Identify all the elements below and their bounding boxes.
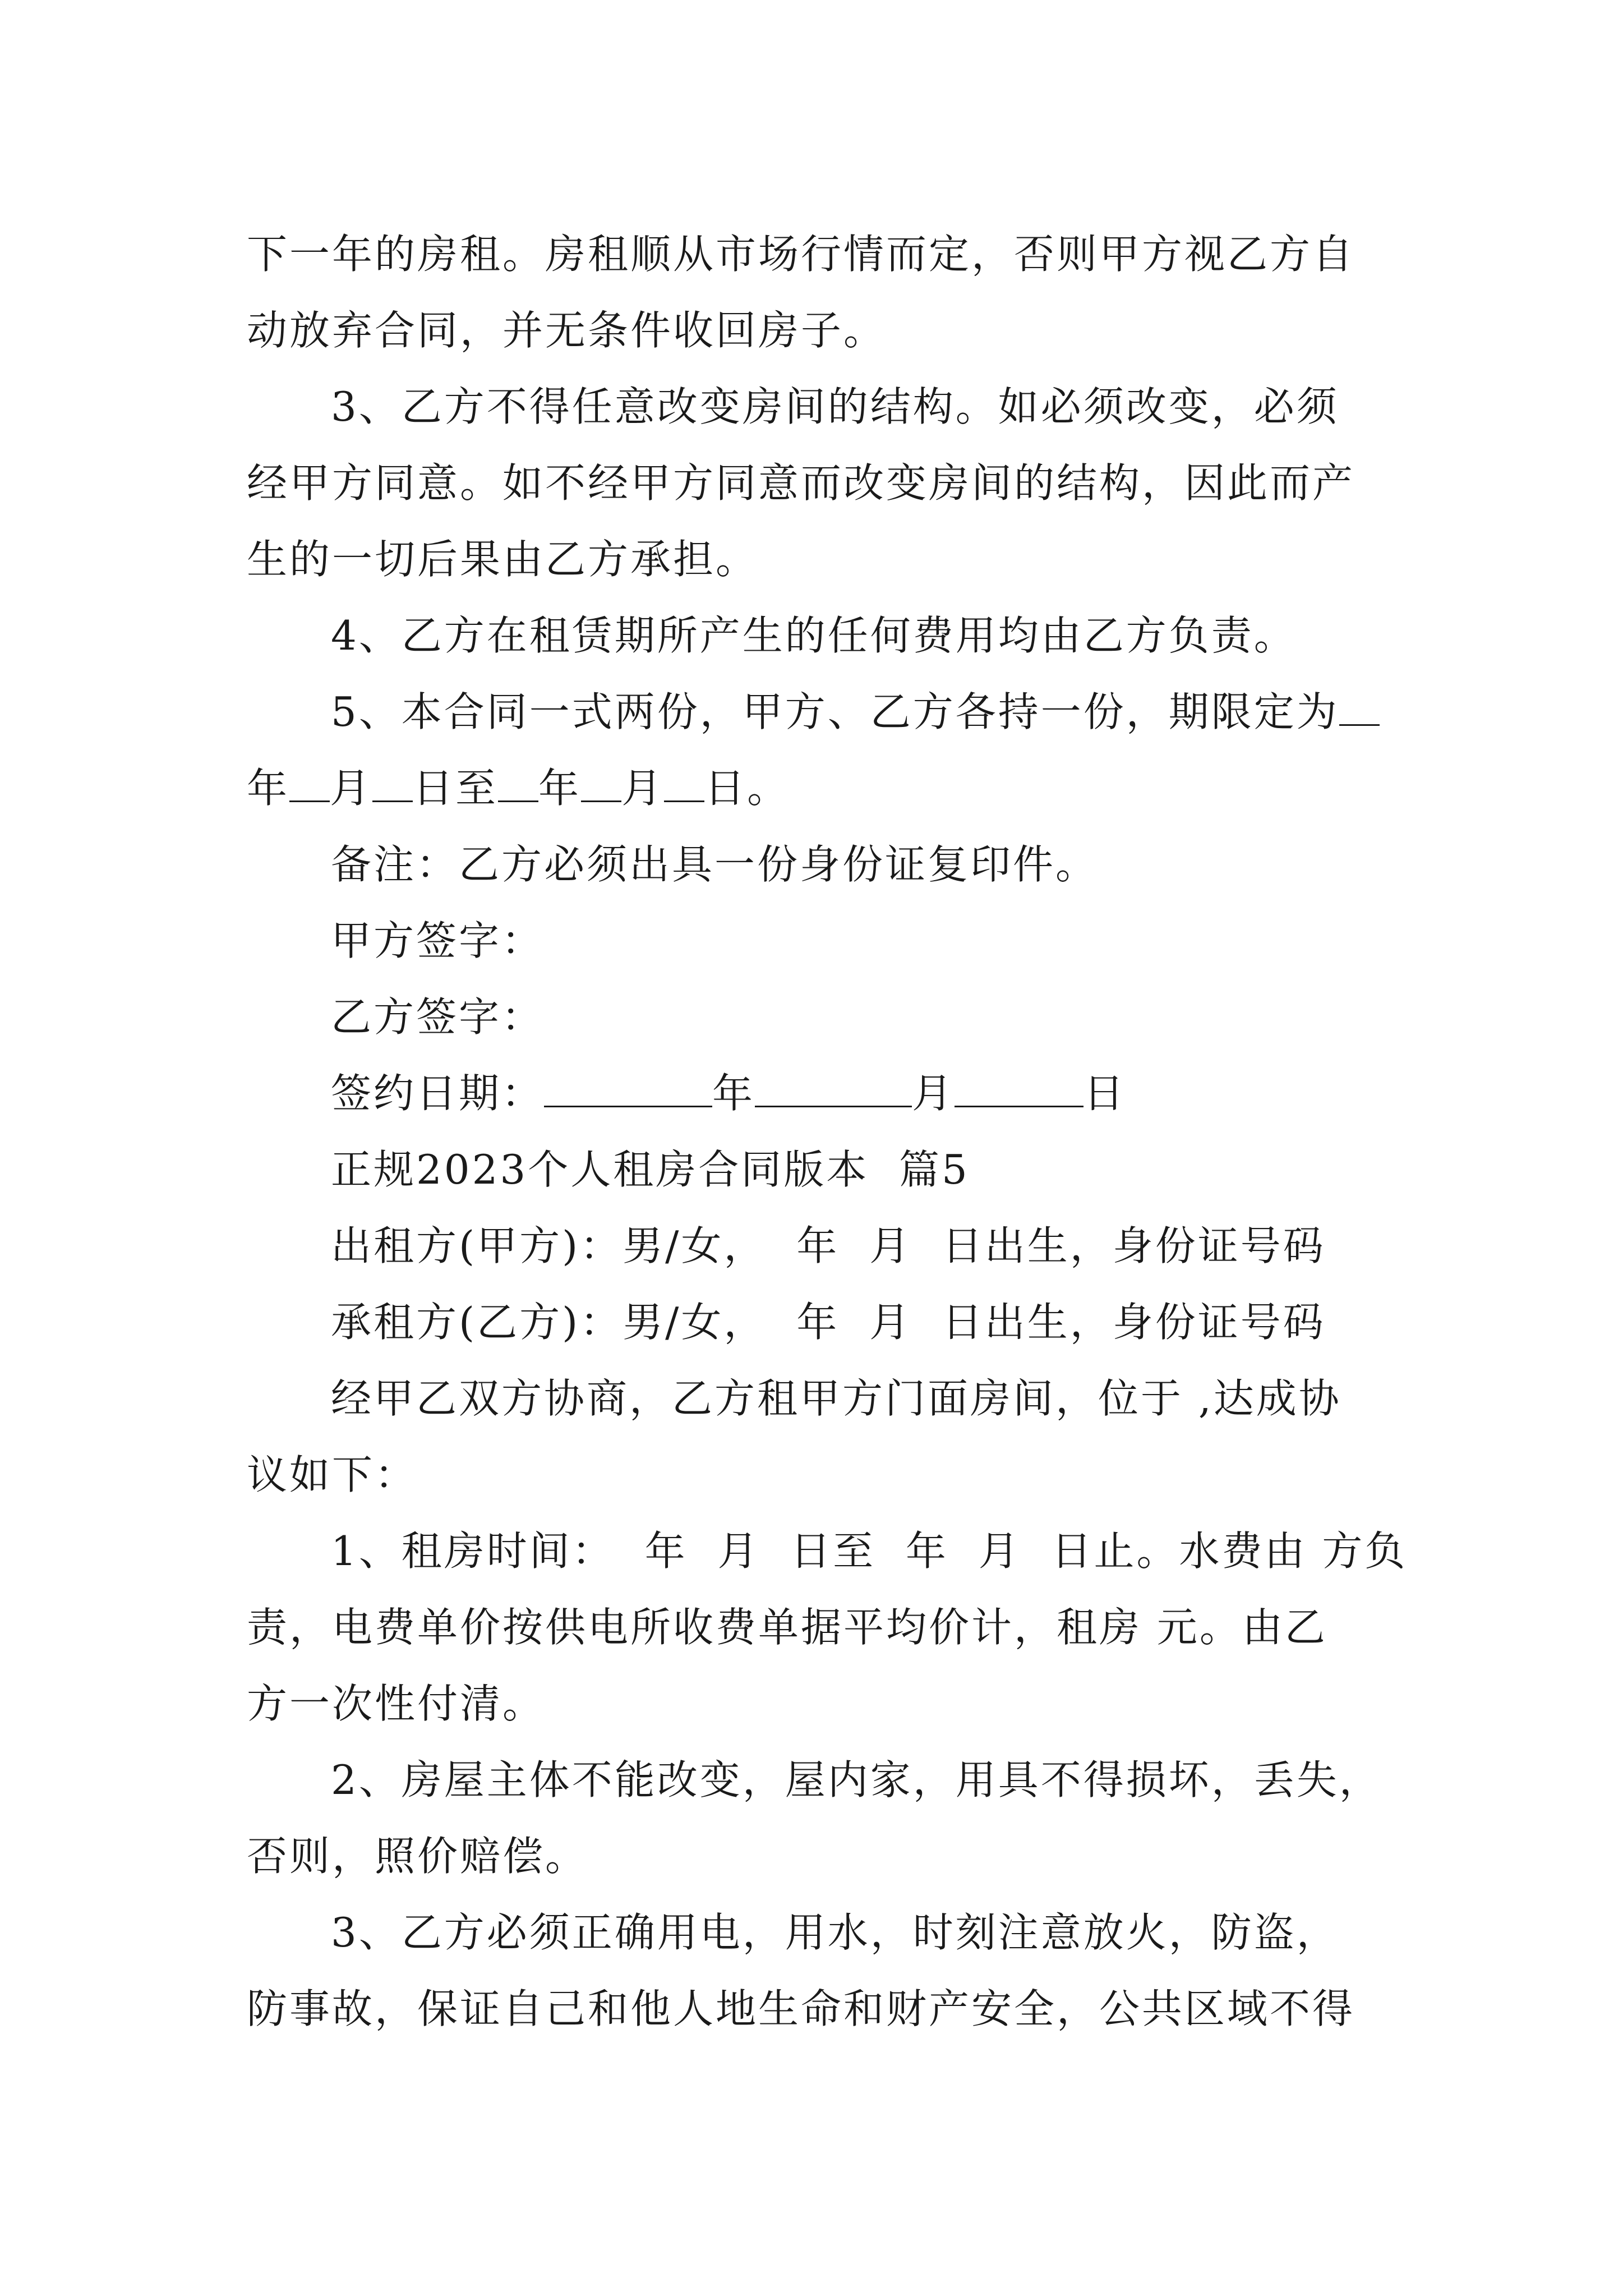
signing-month-label: 月 bbox=[912, 1070, 955, 1117]
signing-date-line bbox=[247, 1055, 1396, 1131]
clause-3-line: 3、乙方不得任意改变房间的结构。如必须改变，必须 bbox=[331, 383, 1339, 430]
clause-5-line bbox=[247, 674, 1396, 750]
date-day-to-label: 日至 bbox=[413, 765, 499, 812]
blank-underline bbox=[498, 754, 538, 802]
date-month-label: 月 bbox=[621, 765, 665, 812]
signing-date-label: 签约日期： bbox=[331, 1070, 545, 1117]
signing-day-label: 日 bbox=[1083, 1070, 1127, 1117]
date-year-label: 年 bbox=[247, 765, 290, 812]
clause-3-line: 生的一切后果由乙方承担。 bbox=[247, 536, 759, 583]
item-2-line: 2、房屋主体不能改变，屋内家，用具不得损坏，丢失， bbox=[331, 1756, 1382, 1803]
blank-underline bbox=[664, 754, 704, 802]
blank-underline bbox=[755, 1060, 912, 1107]
note-line: 备注：乙方必须出具一份身份证复印件。 bbox=[331, 841, 1099, 888]
blank-underline bbox=[955, 1060, 1083, 1107]
clause-3-line: 经甲方同意。如不经甲方同意而改变房间的结构，因此而产 bbox=[247, 459, 1355, 507]
item-2-line: 否则，照价赔偿。 bbox=[247, 1833, 588, 1880]
date-month-label: 月 bbox=[330, 765, 373, 812]
clause-5-date-line bbox=[247, 750, 1396, 826]
blank-underline bbox=[289, 754, 330, 802]
party-b-signature-label: 乙方签字： bbox=[331, 993, 545, 1041]
text-line: 动放弃合同，并无条件收回房子。 bbox=[247, 307, 887, 354]
lessee-line: 承租方(乙方)：男/女， 年 月 日出生，身份证号码 bbox=[331, 1299, 1326, 1346]
date-year-label: 年 bbox=[538, 765, 582, 812]
blank-underline bbox=[1339, 678, 1380, 726]
clause-5-text: 5、本合同一式两份，甲方、乙方各持一份，期限定为 bbox=[331, 688, 1339, 735]
lessor-line: 出租方(甲方)：男/女， 年 月 日出生，身份证号码 bbox=[331, 1222, 1326, 1269]
agreement-line: 经甲乙双方协商，乙方租甲方门面房间，位于 ,达成协 bbox=[331, 1375, 1341, 1422]
blank-underline bbox=[372, 754, 413, 802]
date-day-label: 日。 bbox=[704, 765, 790, 812]
item-1-line: 方一次性付清。 bbox=[247, 1680, 546, 1727]
section-heading: 正规2023个人租房合同版本 篇5 bbox=[331, 1146, 970, 1193]
item-3-line: 3、乙方必须正确用电，用水，时刻注意放火，防盗， bbox=[331, 1909, 1339, 1956]
blank-underline bbox=[581, 754, 621, 802]
item-3-line: 防事故，保证自己和他人地生命和财产安全，公共区域不得 bbox=[247, 1985, 1355, 2032]
text-line: 下一年的房租。房租顺从市场行情而定，否则甲方视乙方自 bbox=[247, 231, 1355, 278]
party-a-signature-label: 甲方签字： bbox=[331, 917, 545, 964]
item-1-line: 责，电费单价按供电所收费单据平均价计，租房 元。由乙 bbox=[247, 1604, 1327, 1651]
clause-4-line: 4、乙方在租赁期所产生的任何费用均由乙方负责。 bbox=[331, 612, 1297, 659]
item-1-line: 1、租房时间： 年 月 日至 年 月 日止。水费由 方负 bbox=[331, 1527, 1408, 1575]
document-body bbox=[247, 216, 1408, 2047]
agreement-line: 议如下： bbox=[247, 1451, 418, 1498]
signing-year-label: 年 bbox=[712, 1070, 755, 1117]
blank-underline bbox=[544, 1060, 712, 1107]
